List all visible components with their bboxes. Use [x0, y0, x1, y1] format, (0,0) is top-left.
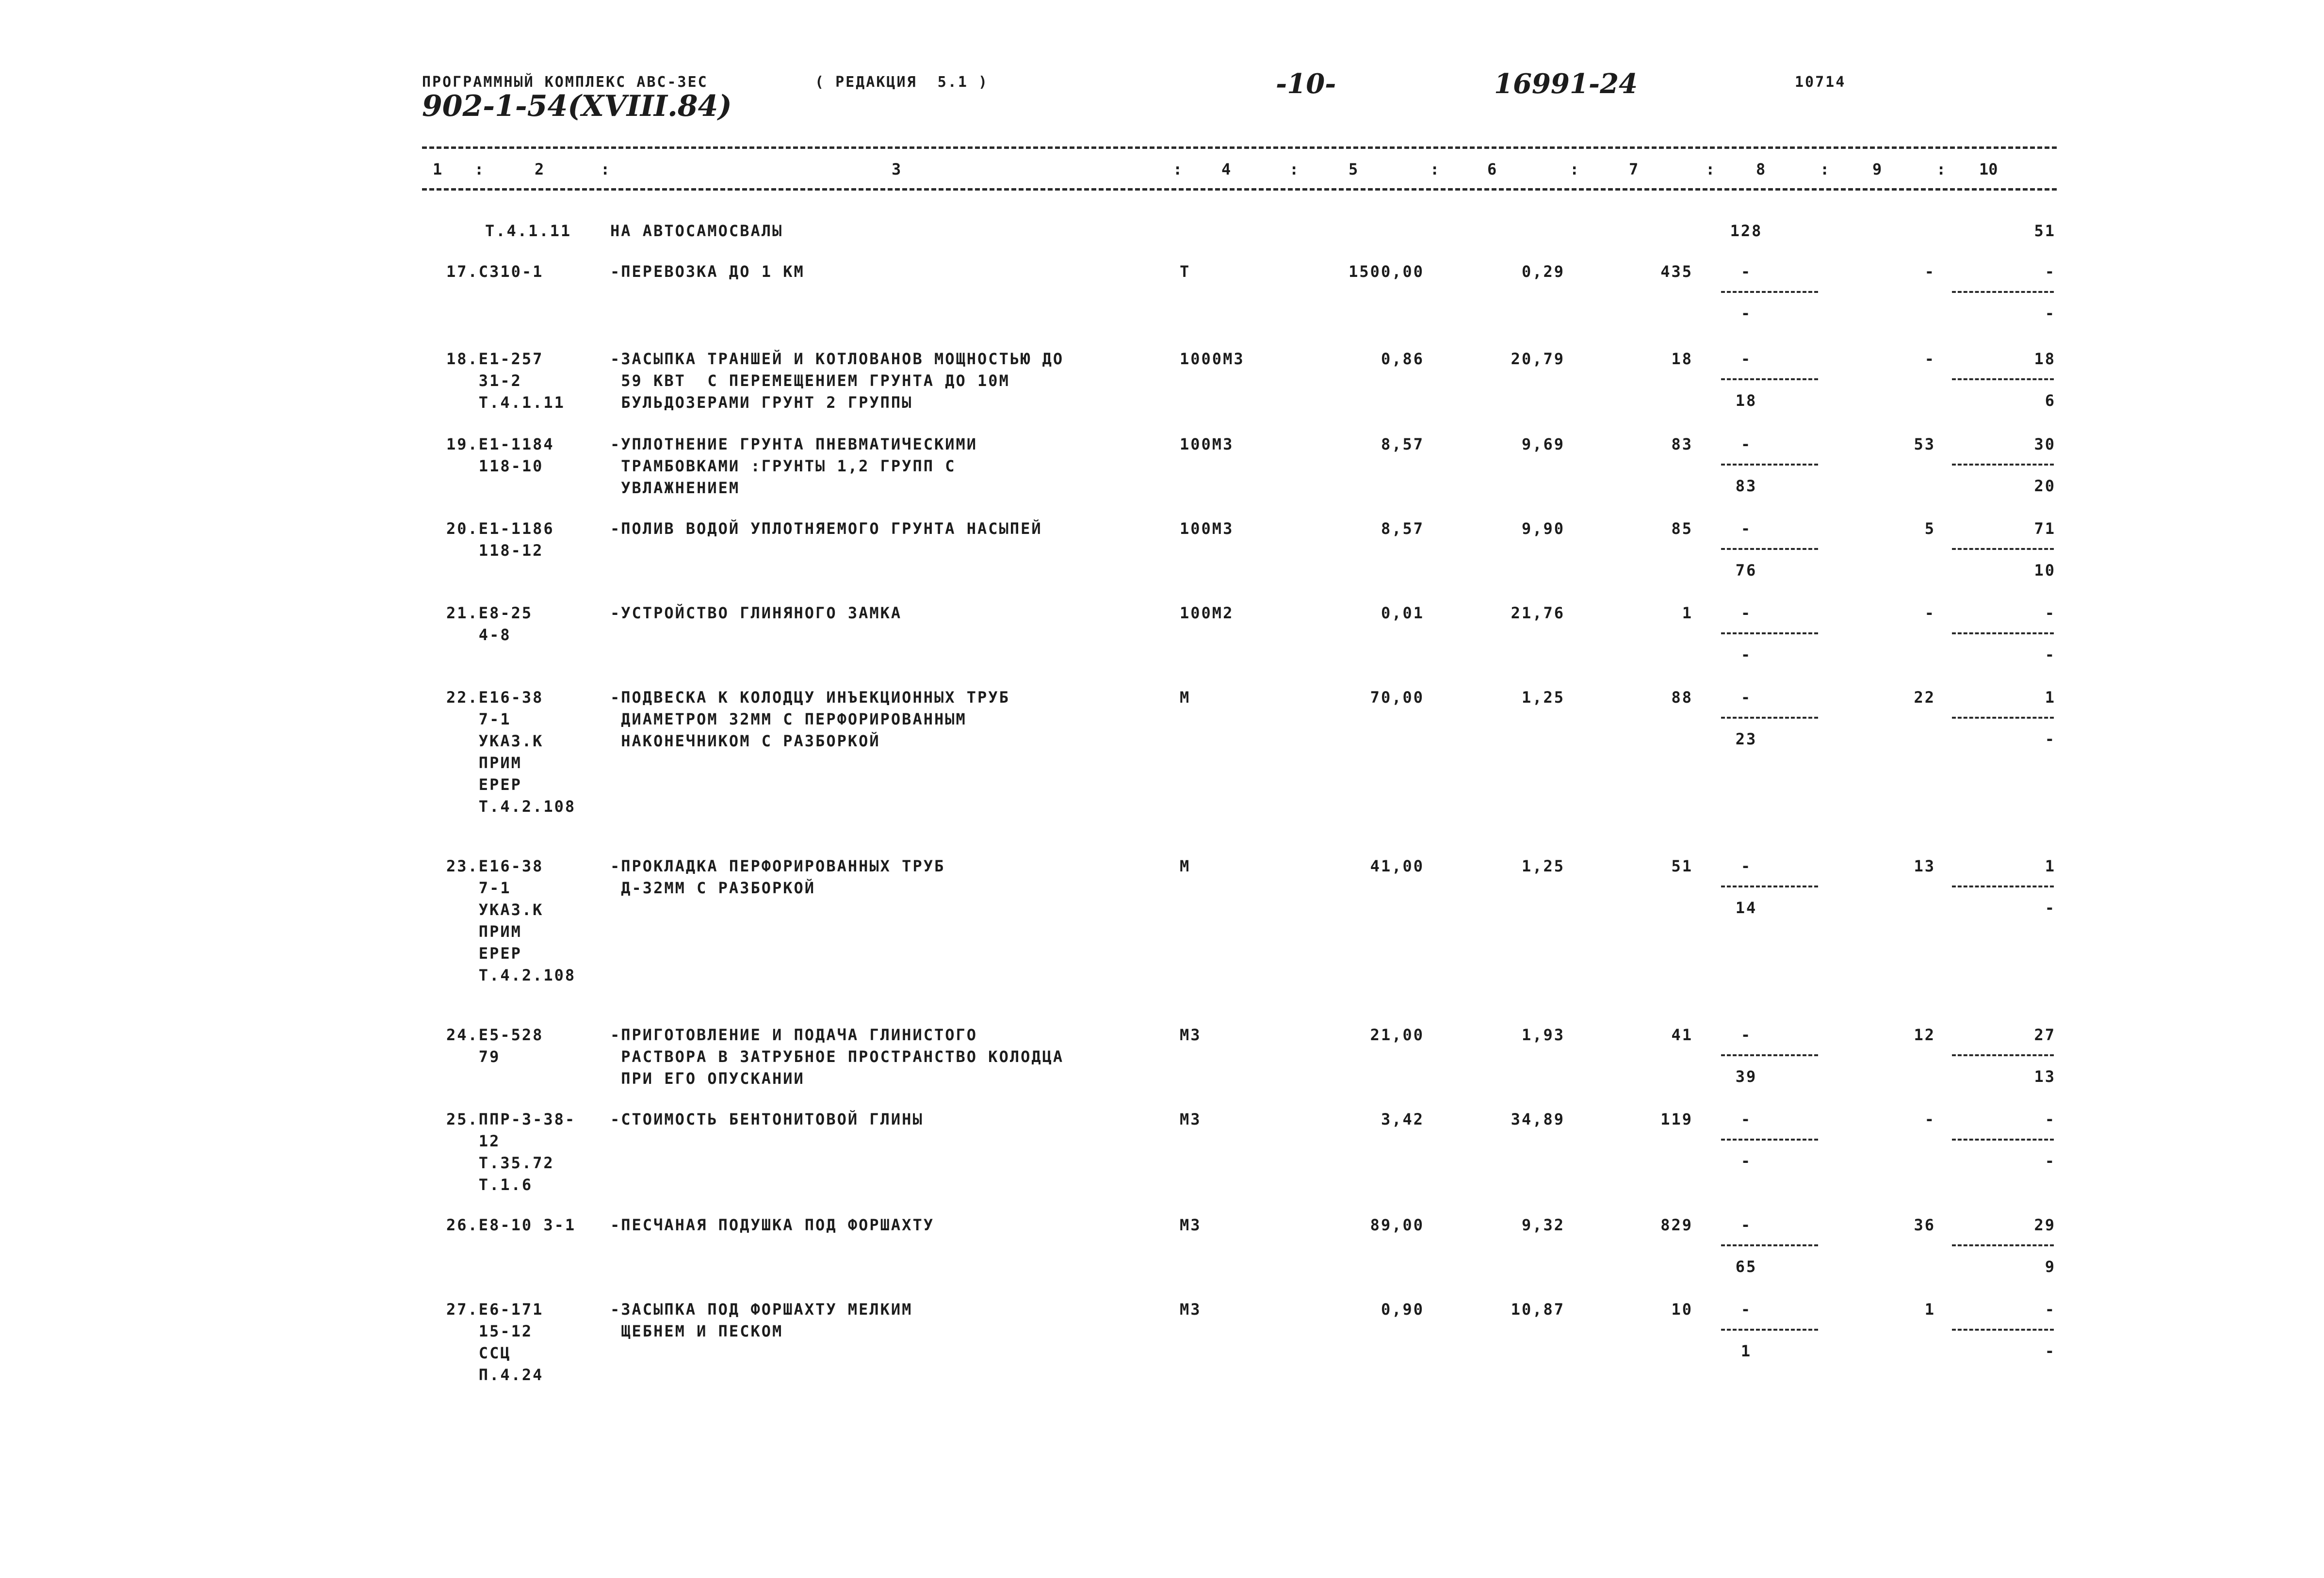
handwritten-code: 16991-24 [1494, 68, 1638, 100]
col-sep: : [1936, 160, 1946, 178]
row-total: 435 [1660, 262, 1693, 281]
row-quantity: 0,90 [1381, 1300, 1424, 1319]
row-c10-bottom: - [2045, 1342, 2056, 1360]
row-code: 26.Е8-10 3-1 [446, 1216, 576, 1234]
row-description: -ЗАСЫПКА ПОД ФОРШАХТУ МЕЛКИМ ЩЕБНЕМ И ПЕСКОМ [610, 1300, 913, 1340]
col-2: 2 [535, 160, 544, 178]
row-c8-bottom: 1 [1740, 1342, 1752, 1360]
row-unit-cost: 21,76 [1511, 604, 1565, 622]
row-total: 83 [1671, 435, 1693, 453]
col-sep: : [1289, 160, 1299, 178]
row-total: 10 [1671, 1300, 1693, 1319]
row-c10-top: - [2045, 1110, 2056, 1128]
fraction-rule-c8 [1721, 291, 1818, 293]
row-quantity: 1500,00 [1349, 262, 1424, 281]
header-bottom-rule [422, 188, 2057, 191]
row-total: 829 [1660, 1216, 1693, 1234]
fraction-rule-c10 [1952, 378, 2054, 380]
row-quantity: 70,00 [1370, 688, 1424, 707]
row-c10-bottom: 10 [2034, 561, 2056, 580]
row-unit: Т [1180, 262, 1191, 281]
row-quantity: 3,42 [1381, 1110, 1424, 1128]
row-c9: - [1924, 350, 1935, 368]
section-c10: 51 [2034, 222, 2056, 240]
program-title: ПРОГРАММНЫЙ КОМПЛЕКС АВС-ЗЕС [422, 74, 708, 91]
header-top-rule [422, 146, 2057, 149]
row-c8-top: - [1740, 1110, 1752, 1128]
col-4: 4 [1221, 160, 1231, 178]
document-reference: 902-1-54(XVIII.84) [422, 89, 732, 123]
row-c9: 5 [1924, 519, 1935, 538]
row-unit-cost: 9,32 [1521, 1216, 1565, 1234]
col-sep: : [474, 160, 484, 178]
row-c8-bottom: - [1740, 1152, 1752, 1170]
col-10: 10 [1979, 160, 1998, 178]
row-unit: М3 [1180, 1300, 1202, 1319]
row-c10-top: 30 [2034, 435, 2056, 453]
row-c9: 12 [1914, 1026, 1935, 1044]
row-code: 17.С310-1 [446, 262, 544, 281]
row-c8-bottom: 23 [1735, 730, 1757, 748]
row-code: 24.Е5-528 79 [446, 1026, 544, 1066]
row-c10-top: - [2045, 1300, 2056, 1319]
row-description: -ЗАСЫПКА ТРАНШЕЙ И КОТЛОВАНОВ МОЩНОСТЬЮ ДО 59 КВТ С ПЕРЕМЕЩЕНИЕМ ГРУНТА ДО 10М БУЛЬДОЗЕРАМИ ГРУНТ 2 ГРУППЫ [610, 350, 1064, 412]
row-unit: 100М3 [1180, 519, 1234, 538]
row-unit-cost: 1,25 [1521, 857, 1565, 875]
fraction-rule-c8 [1721, 548, 1818, 550]
row-c10-bottom: - [2045, 304, 2056, 322]
sheet-number: 10714 [1795, 74, 1846, 91]
row-c10-top: - [2045, 262, 2056, 281]
row-unit: М3 [1180, 1026, 1202, 1044]
row-quantity: 89,00 [1370, 1216, 1424, 1234]
fraction-rule-c8 [1721, 717, 1818, 719]
row-description: -ПОЛИВ ВОДОЙ УПЛОТНЯЕМОГО ГРУНТА НАСЫПЕЙ [610, 519, 1042, 538]
fraction-rule-c10 [1952, 1054, 2054, 1056]
col-8: 8 [1756, 160, 1766, 178]
row-code: 22.Е16-38 7-1 УКАЗ.К ПРИМ ЕРЕР Т.4.2.108 [446, 688, 576, 816]
row-code: 25.ППР-3-38- 12 Т.35.72 Т.1.6 [446, 1110, 576, 1194]
fraction-rule-c10 [1952, 1244, 2054, 1246]
row-total: 119 [1660, 1110, 1693, 1128]
col-6: 6 [1487, 160, 1497, 178]
row-c8-top: - [1740, 350, 1752, 368]
row-c10-bottom: - [2045, 1152, 2056, 1170]
row-c8-top: - [1740, 857, 1752, 875]
row-c8-bottom: 76 [1735, 561, 1757, 580]
fraction-rule-c8 [1721, 1139, 1818, 1141]
row-c10-bottom: - [2045, 645, 2056, 664]
section-code: Т.4.1.11 [485, 222, 572, 240]
col-sep: : [1820, 160, 1830, 178]
row-c8-top: - [1740, 1026, 1752, 1044]
fraction-rule-c8 [1721, 464, 1818, 466]
row-quantity: 0,86 [1381, 350, 1424, 368]
col-sep: : [601, 160, 610, 178]
col-sep: : [1430, 160, 1440, 178]
row-c9: - [1924, 604, 1935, 622]
row-description: -ПРИГОТОВЛЕНИЕ И ПОДАЧА ГЛИНИСТОГО РАСТВОРА В ЗАТРУБНОЕ ПРОСТРАНСТВО КОЛОДЦА ПРИ ЕГО ОПУСКАНИИ [610, 1026, 1064, 1088]
row-total: 41 [1671, 1026, 1693, 1044]
row-total: 51 [1671, 857, 1693, 875]
col-3: 3 [892, 160, 901, 178]
row-c10-bottom: - [2045, 730, 2056, 748]
row-unit-cost: 1,93 [1521, 1026, 1565, 1044]
row-c10-bottom: - [2045, 899, 2056, 917]
col-sep: : [1173, 160, 1183, 178]
row-unit: М3 [1180, 1110, 1202, 1128]
row-c8-top: - [1740, 1216, 1752, 1234]
row-c10-bottom: 9 [2045, 1257, 2056, 1276]
row-c8-bottom: - [1740, 304, 1752, 322]
row-c10-top: 1 [2045, 688, 2056, 707]
section-c8: 128 [1730, 222, 1763, 240]
col-sep: : [1570, 160, 1579, 178]
row-unit: М [1180, 857, 1191, 875]
fraction-rule-c10 [1952, 1329, 2054, 1331]
row-c8-top: - [1740, 604, 1752, 622]
col-sep: : [1706, 160, 1715, 178]
row-c9: 1 [1924, 1300, 1935, 1319]
row-c10-top: 1 [2045, 857, 2056, 875]
col-1: 1 [433, 160, 442, 178]
row-c9: - [1924, 1110, 1935, 1128]
row-c9: 13 [1914, 857, 1935, 875]
row-code: 21.Е8-25 4-8 [446, 604, 533, 644]
row-description: -ПОДВЕСКА К КОЛОДЦУ ИНЪЕКЦИОННЫХ ТРУБ ДИАМЕТРОМ 32ММ С ПЕРФОРИРОВАННЫМ НАКОНЕЧНИКОМ С РАЗБОРКОЙ [610, 688, 1010, 750]
row-unit: М3 [1180, 1216, 1202, 1234]
row-c9: 36 [1914, 1216, 1935, 1234]
row-unit-cost: 20,79 [1511, 350, 1565, 368]
row-code: 23.Е16-38 7-1 УКАЗ.К ПРИМ ЕРЕР Т.4.2.108 [446, 857, 576, 984]
row-c10-top: 71 [2034, 519, 2056, 538]
row-c10-bottom: 6 [2045, 391, 2056, 410]
row-description: -УСТРОЙСТВО ГЛИНЯНОГО ЗАМКА [610, 604, 902, 622]
row-unit-cost: 0,29 [1521, 262, 1565, 281]
row-c8-bottom: 65 [1735, 1257, 1757, 1276]
row-unit-cost: 10,87 [1511, 1300, 1565, 1319]
row-c8-top: - [1740, 519, 1752, 538]
row-c8-bottom: 18 [1735, 391, 1757, 410]
row-quantity: 8,57 [1381, 519, 1424, 538]
row-c9: 22 [1914, 688, 1935, 707]
row-c8-top: - [1740, 435, 1752, 453]
fraction-rule-c10 [1952, 717, 2054, 719]
fraction-rule-c10 [1952, 548, 2054, 550]
row-c10-top: 27 [2034, 1026, 2056, 1044]
row-total: 1 [1682, 604, 1693, 622]
fraction-rule-c8 [1721, 378, 1818, 380]
fraction-rule-c8 [1721, 1329, 1818, 1331]
row-c9: - [1924, 262, 1935, 281]
row-c10-bottom: 20 [2034, 477, 2056, 495]
row-unit: 1000М3 [1180, 350, 1245, 368]
row-quantity: 41,00 [1370, 857, 1424, 875]
fraction-rule-c10 [1952, 632, 2054, 634]
row-c8-top: - [1740, 262, 1752, 281]
row-code: 19.Е1-1184 118-10 [446, 435, 554, 475]
row-unit-cost: 9,90 [1521, 519, 1565, 538]
row-quantity: 8,57 [1381, 435, 1424, 453]
fraction-rule-c10 [1952, 886, 2054, 887]
row-c8-top: - [1740, 688, 1752, 707]
row-c8-bottom: 83 [1735, 477, 1757, 495]
fraction-rule-c8 [1721, 632, 1818, 634]
fraction-rule-c8 [1721, 1054, 1818, 1056]
row-c8-bottom: - [1740, 645, 1752, 664]
row-unit: 100М3 [1180, 435, 1234, 453]
col-5: 5 [1349, 160, 1358, 178]
row-c10-bottom: 13 [2034, 1067, 2056, 1086]
fraction-rule-c10 [1952, 1139, 2054, 1141]
row-c10-top: 18 [2034, 350, 2056, 368]
row-c9: 53 [1914, 435, 1935, 453]
row-unit-cost: 9,69 [1521, 435, 1565, 453]
row-c8-bottom: 14 [1735, 899, 1757, 917]
edition: ( РЕДАКЦИЯ 5.1 ) [815, 74, 989, 91]
row-c8-bottom: 39 [1735, 1067, 1757, 1086]
col-9: 9 [1872, 160, 1882, 178]
fraction-rule-c10 [1952, 291, 2054, 293]
row-code: 20.Е1-1186 118-12 [446, 519, 554, 560]
row-unit: 100М2 [1180, 604, 1234, 622]
row-c8-top: - [1740, 1300, 1752, 1319]
row-total: 85 [1671, 519, 1693, 538]
fraction-rule-c8 [1721, 1244, 1818, 1246]
row-quantity: 0,01 [1381, 604, 1424, 622]
page-number: -10- [1276, 68, 1336, 100]
col-7: 7 [1629, 160, 1639, 178]
row-quantity: 21,00 [1370, 1026, 1424, 1044]
row-code: 18.Е1-257 31-2 Т.4.1.11 [446, 350, 565, 412]
row-description: -ПЕРЕВОЗКА ДО 1 КМ [610, 262, 805, 281]
row-c10-top: 29 [2034, 1216, 2056, 1234]
section-title: НА АВТОСАМОСВАЛЫ [610, 222, 783, 240]
fraction-rule-c10 [1952, 464, 2054, 466]
row-unit-cost: 34,89 [1511, 1110, 1565, 1128]
row-unit: М [1180, 688, 1191, 707]
row-description: -СТОИМОСТЬ БЕНТОНИТОВОЙ ГЛИНЫ [610, 1110, 924, 1128]
row-c10-top: - [2045, 604, 2056, 622]
row-description: -ПРОКЛАДКА ПЕРФОРИРОВАННЫХ ТРУБ Д-32ММ С РАЗБОРКОЙ [610, 857, 945, 897]
fraction-rule-c8 [1721, 886, 1818, 887]
row-total: 18 [1671, 350, 1693, 368]
row-total: 88 [1671, 688, 1693, 707]
row-description: -УПЛОТНЕНИЕ ГРУНТА ПНЕВМАТИЧЕСКИМИ ТРАМБОВКАМИ :ГРУНТЫ 1,2 ГРУПП С УВЛАЖНЕНИЕМ [610, 435, 978, 497]
row-code: 27.Е6-171 15-12 ССЦ П.4.24 [446, 1300, 544, 1384]
row-description: -ПЕСЧАНАЯ ПОДУШКА ПОД ФОРШАХТУ [610, 1216, 934, 1234]
row-unit-cost: 1,25 [1521, 688, 1565, 707]
